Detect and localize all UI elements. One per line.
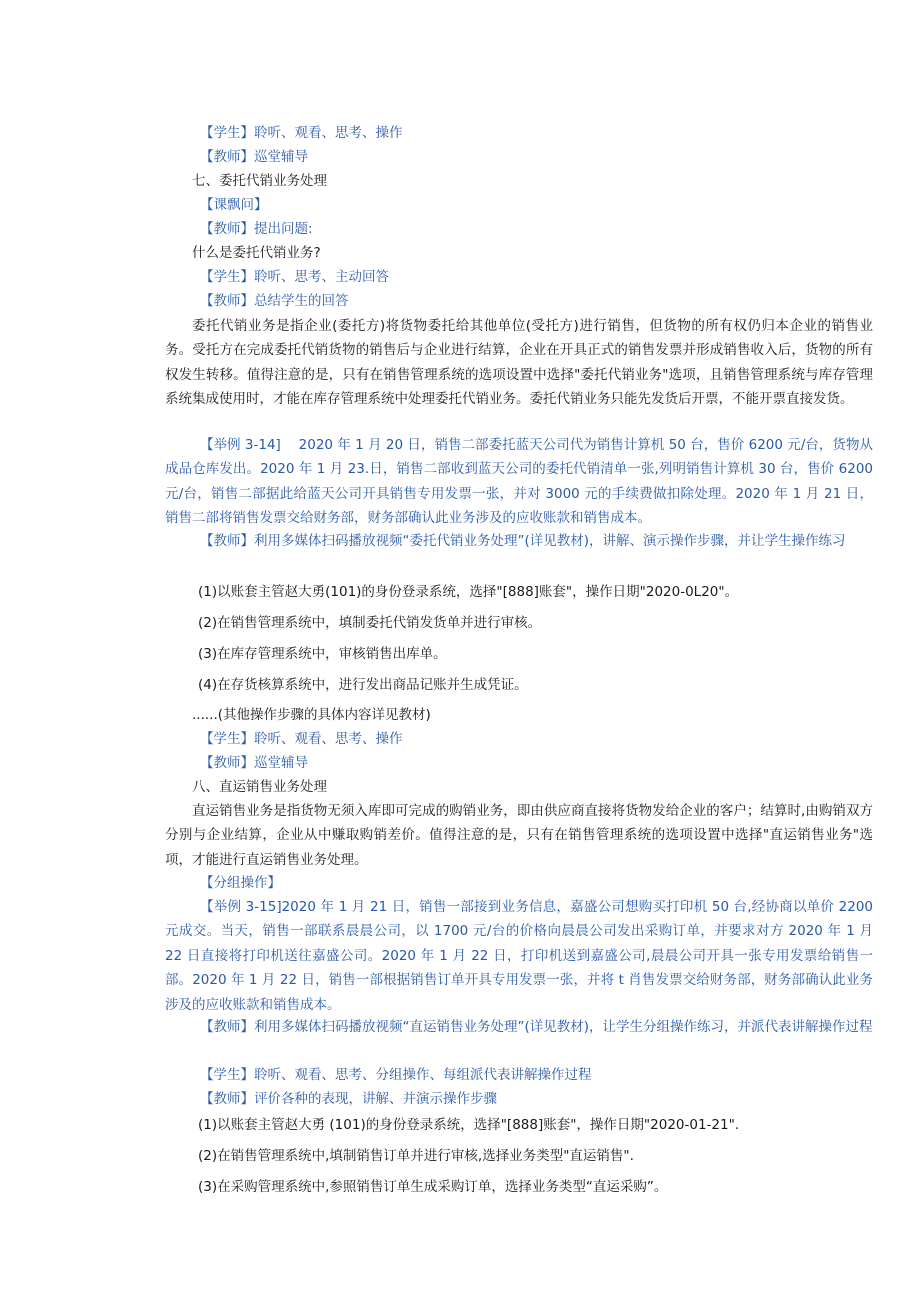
step-item: (2)在销售管理系统中，填制委托代销发货单并进行审核。 bbox=[198, 615, 542, 631]
teacher-line-3: 【教师】评价各种的表现，讲解、并演示操作步骤 bbox=[200, 1091, 497, 1107]
step-item: (1)以账套主管赵大勇 (101)的身份登录系统，选择"[888]账套"，操作日期"2020-01-21". bbox=[198, 1117, 740, 1133]
group-operation-label: 【分组操作】 bbox=[200, 875, 281, 891]
step-item: (4)在存货核算系统中，进行发出商品记账并生成凭证。 bbox=[198, 677, 528, 693]
student-answer-line: 【学生】聆听、思考、主动回答 bbox=[200, 269, 389, 285]
direct-sales-definition-paragraph: 直运销售业务是指货物无须入库即可完成的购销业务，即由供应商直接将货物发给企业的客户；结算时,由购销双方分别与企业结算，企业从中赚取购销差价。值得注意的是，只有在销售管理系统的选项设置中选择"直运销售业务"选项，才能进行直运销售业务处理。 bbox=[165, 803, 873, 868]
ellipsis-note: ......(其他操作步骤的具体内容详见教材) bbox=[192, 707, 431, 723]
student-line-2: 【学生】聆听、观看、思考、操作 bbox=[200, 731, 403, 747]
section-heading-7: 七、委托代销业务处理 bbox=[192, 173, 327, 189]
teacher-video-instruction-1: 【教师】利用多媒体扫码播放视频“委托代销业务处理”(详见教材)，讲解、演示操作步骤，并让学生操作练习 bbox=[200, 533, 846, 549]
step-item: (3)在采购管理系统中,参照销售订单生成采购订单，选择业务类型“直运采购”。 bbox=[198, 1179, 668, 1195]
lesson-question-label: 【课飘问】 bbox=[200, 197, 268, 213]
example-3-14-paragraph: 【举例 3-14] 2020 年 1 月 20 日，销售二部委托蓝天公司代为销售计算机 50 台，售价 6200 元/台，货物从成品仓库发出。2020 年 1 月 23.日，销售二部收到蓝天公司的委托代销清单一张,列明销售计算机 30 台，售价 6200 元/台，销售二部据此给蓝天公司开具销售专用发票一张，并对 3000 元的手续费做扣除处理。2020 年 1 月 21 日，销售二部将销售发票交给财务部，财务部确认此业务涉及的应收账款和销售成本。 bbox=[165, 437, 873, 527]
question-text: 什么是委托代销业务? bbox=[192, 245, 321, 261]
step-item: (1)以账套主管赵大勇(101)的身份登录系统，选择"[888]账套"，操作日期"2020-0L20"。 bbox=[198, 584, 739, 600]
student-line-1: 【学生】聆听、观看、思考、操作 bbox=[200, 125, 403, 141]
consignment-definition-paragraph: 委托代销业务是指企业(委托方)将货物委托给其他单位(受托方)进行销售，但货物的所有权仍归本企业的销售业务。受托方在完成委托代销货物的销售后与企业进行结算，企业在开具正式的销售发票并形成销售收入后，货物的所有权发生转移。值得注意的是，只有在销售管理系统的选项设置中选择"委托代销业务"选项，且销售管理系统与库存管理系统集成使用时，才能在库存管理系统中处理委托代销业务。委托代销业务只能先发货后开票，不能开票直接发货。 bbox=[165, 318, 873, 408]
teacher-line-2: 【教师】巡堂辅导 bbox=[200, 755, 308, 771]
step-item: (2)在销售管理系统中,填制销售订单并进行审核,选择业务类型"直运销售". bbox=[198, 1148, 634, 1164]
teacher-video-instruction-2: 【教师】利用多媒体扫码播放视频“直运销售业务处理”(详见教材)，让学生分组操作练习，并派代表讲解操作过程 bbox=[200, 1019, 873, 1035]
step-item: (3)在库存管理系统中，审核销售出库单。 bbox=[198, 646, 447, 662]
teacher-line-1: 【教师】巡堂辅导 bbox=[200, 149, 308, 165]
section-heading-8: 八、直运销售业务处理 bbox=[192, 779, 327, 795]
teacher-summary-line: 【教师】总结学生的回答 bbox=[200, 293, 349, 309]
teacher-question-line: 【教师】提出问题: bbox=[200, 221, 313, 237]
student-line-3: 【学生】聆听、观看、思考、分组操作、每组派代表讲解操作过程 bbox=[200, 1067, 592, 1083]
example-3-15-paragraph: 【举例 3-15]2020 年 1 月 21 日，销售一部接到业务信息，嘉盛公司想购买打印机 50 台,经协商以单价 2200 元成交。当天，销售一部联系晨晨公司，以 1700 元/台的价格向晨晨公司发出采购订单，并要求对方 2020 年 1 月 22 日直接将打印机送往嘉盛公司。2020 年 1 月 22 日，打印机送到嘉盛公司,晨晨公司开具一张专用发票给销售一部。2020 年 1 月 22 日，销售一部根据销售订单开具专用发票一张，并将 t 肖售发票交给财务部，财务部确认此业务涉及的应收账款和销售成本。 bbox=[165, 899, 873, 1013]
